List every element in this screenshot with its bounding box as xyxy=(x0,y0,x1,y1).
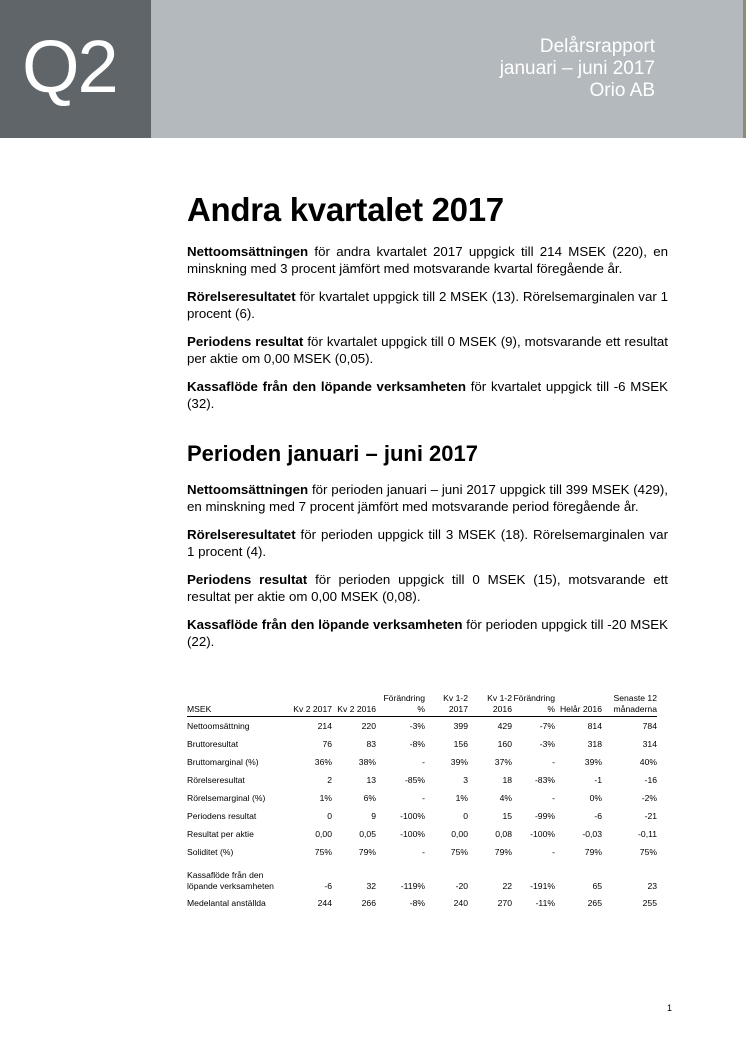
row-label: Kassaflöde från den löpande verksamheten xyxy=(187,870,274,891)
table-cell: 75% xyxy=(639,847,657,857)
table-cell: -7% xyxy=(539,721,555,731)
table-row xyxy=(187,894,657,912)
table-cell: 160 xyxy=(497,739,512,749)
table-cell: 3 xyxy=(463,775,468,785)
paragraph: Nettoomsättningen för perioden januari – juni 2017 uppgick till 399 MSEK (429), en minskning med 7 procent jämfört med motsvarande period föregående år. xyxy=(187,482,668,514)
table-cell: 2 xyxy=(327,775,332,785)
table-cell: 38% xyxy=(358,757,376,767)
table-cell: 314 xyxy=(642,739,657,749)
table-cell: 32 xyxy=(366,881,376,891)
table-cell: 79% xyxy=(358,847,376,857)
quarter-badge: Q2 xyxy=(22,25,117,108)
table-cell: -8% xyxy=(409,739,425,749)
table-cell: 0,08 xyxy=(495,829,512,839)
table-cell: 65 xyxy=(592,881,602,891)
table-cell: 83 xyxy=(366,739,376,749)
table-row xyxy=(187,771,657,789)
table-cell: 23 xyxy=(647,881,657,891)
table-cell: 214 xyxy=(317,721,332,731)
table-cell: -3% xyxy=(539,739,555,749)
row-label: Bruttoresultat xyxy=(187,739,239,749)
table-cell: 0,00 xyxy=(451,829,468,839)
table-cell: -83% xyxy=(534,775,555,785)
financial-summary-table xyxy=(187,693,657,912)
table-cell: 39% xyxy=(584,757,602,767)
table-cell: -100% xyxy=(400,811,425,821)
table-cell: 1% xyxy=(455,793,468,803)
table-cell: - xyxy=(552,847,555,857)
table-cell: 22 xyxy=(502,881,512,891)
table-cell: -100% xyxy=(530,829,555,839)
header-title-panel xyxy=(151,0,743,138)
column-header: Förändring % xyxy=(376,693,425,717)
column-header: Kv 2 2016 xyxy=(332,693,376,717)
table-cell: -6 xyxy=(594,811,602,821)
table-cell: 399 xyxy=(453,721,468,731)
table-cell: 784 xyxy=(642,721,657,731)
paragraph: Periodens resultat för kvartalet uppgick till 0 MSEK (9), motsvarande ett resultat per aktie om 0,00 MSEK (0,05). xyxy=(187,334,668,366)
column-header: Helår 2016 xyxy=(555,693,602,717)
paragraph: Periodens resultat för perioden uppgick till 0 MSEK (15), motsvarande ett resultat per aktie om 0,00 MSEK (0,08). xyxy=(187,572,668,604)
table-body xyxy=(187,717,657,913)
table-cell: 37% xyxy=(494,757,512,767)
row-label: Nettoomsättning xyxy=(187,721,250,731)
table-cell: 0,05 xyxy=(359,829,376,839)
paragraph: Kassaflöde från den löpande verksamheten för kvartalet uppgick till -6 MSEK (32). xyxy=(187,379,668,411)
table-cell: 270 xyxy=(497,898,512,908)
table-cell: 265 xyxy=(587,898,602,908)
table-cell: 76 xyxy=(322,739,332,749)
table-cell: -191% xyxy=(530,881,555,891)
table-cell: -100% xyxy=(400,829,425,839)
table-cell: -1 xyxy=(594,775,602,785)
table-cell: -99% xyxy=(534,811,555,821)
table-cell: -16 xyxy=(644,775,657,785)
page-number: 1 xyxy=(667,1003,673,1013)
table-cell: 0% xyxy=(589,793,602,803)
row-label: Resultat per aktie xyxy=(187,829,254,839)
table-row xyxy=(187,717,657,736)
table-cell: - xyxy=(552,757,555,767)
table-cell: -20 xyxy=(455,881,468,891)
table-cell: 814 xyxy=(587,721,602,731)
table-cell: - xyxy=(552,793,555,803)
section-heading-period: Perioden januari – juni 2017 xyxy=(187,441,478,466)
report-body xyxy=(187,190,668,662)
table-cell: 240 xyxy=(453,898,468,908)
table-cell: 75% xyxy=(450,847,468,857)
column-header: Senaste 12 månaderna xyxy=(602,693,657,717)
company-name: Orio AB xyxy=(589,80,655,101)
table-row xyxy=(187,843,657,861)
table-cell: 244 xyxy=(317,898,332,908)
column-header: Kv 1-2 2016 xyxy=(468,693,512,717)
paragraph: Nettoomsättningen för andra kvartalet 2017 uppgick till 214 MSEK (220), en minskning med 3 procent jämfört med motsvarande kvartal föregående år. xyxy=(187,244,668,276)
table-cell: - xyxy=(422,757,425,767)
table-cell: 220 xyxy=(361,721,376,731)
column-header: Förändring % xyxy=(512,693,555,717)
table-cell: 6% xyxy=(363,793,376,803)
table-cell: 40% xyxy=(639,757,657,767)
row-label: Medelantal anställda xyxy=(187,898,266,908)
table-cell: 318 xyxy=(587,739,602,749)
table-row xyxy=(187,753,657,771)
table-cell: -0,03 xyxy=(582,829,602,839)
table-cell: 18 xyxy=(502,775,512,785)
row-label: Rörelsemarginal (%) xyxy=(187,793,266,803)
row-label: Periodens resultat xyxy=(187,811,257,821)
section-heading-quarter: Andra kvartalet 2017 xyxy=(187,191,504,228)
paragraph: Kassaflöde från den löpande verksamheten för perioden uppgick till -20 MSEK (22). xyxy=(187,617,668,649)
column-header: Kv 2 2017 xyxy=(287,693,332,717)
paragraph: Rörelseresultatet för perioden uppgick till 3 MSEK (18). Rörelsemarginalen var 1 procent (4). xyxy=(187,527,668,559)
table-cell: 36% xyxy=(314,757,332,767)
table-cell: 13 xyxy=(366,775,376,785)
table-cell: -3% xyxy=(409,721,425,731)
report-type: Delårsrapport xyxy=(539,36,655,57)
table-cell: 0 xyxy=(463,811,468,821)
report-period: januari – juni 2017 xyxy=(499,58,655,79)
row-label: Soliditet (%) xyxy=(187,847,234,857)
table-header-row xyxy=(187,693,657,717)
table-row xyxy=(187,807,657,825)
table-cell: 429 xyxy=(497,721,512,731)
paragraph: Rörelseresultatet för kvartalet uppgick till 2 MSEK (13). Rörelsemarginalen var 1 procent (6). xyxy=(187,289,668,321)
header-badge-panel xyxy=(0,0,151,138)
table-row xyxy=(187,735,657,753)
table-cell: -2% xyxy=(641,793,657,803)
table-row xyxy=(187,789,657,807)
table-cell: 39% xyxy=(450,757,468,767)
table-cell: 79% xyxy=(584,847,602,857)
table-cell: 1% xyxy=(319,793,332,803)
table-cell: - xyxy=(422,847,425,857)
table-cell: 156 xyxy=(453,739,468,749)
column-header: Kv 1-2 2017 xyxy=(425,693,468,717)
unit-header: MSEK xyxy=(187,693,287,717)
table-cell: 9 xyxy=(371,811,376,821)
table-cell: 266 xyxy=(361,898,376,908)
table-cell: 79% xyxy=(494,847,512,857)
table-cell: 4% xyxy=(499,793,512,803)
table-cell: -119% xyxy=(400,881,425,891)
table-cell: -85% xyxy=(404,775,425,785)
table-cell: 15 xyxy=(502,811,512,821)
table-cell: -21 xyxy=(644,811,657,821)
table-cell: 255 xyxy=(642,898,657,908)
table-cell: -11% xyxy=(535,898,555,908)
table-cell: - xyxy=(422,793,425,803)
table-cell: 0,00 xyxy=(315,829,332,839)
row-label: Bruttomarginal (%) xyxy=(187,757,259,767)
table-cell: 0 xyxy=(327,811,332,821)
table-cell: -8% xyxy=(409,898,425,908)
table-cell: -6 xyxy=(324,881,332,891)
table-row xyxy=(187,825,657,843)
row-label: Rörelseresultat xyxy=(187,775,245,785)
table-cell: -0,11 xyxy=(638,829,657,839)
table-cell: 75% xyxy=(314,847,332,857)
table-row xyxy=(187,861,657,894)
report-title xyxy=(500,36,655,102)
